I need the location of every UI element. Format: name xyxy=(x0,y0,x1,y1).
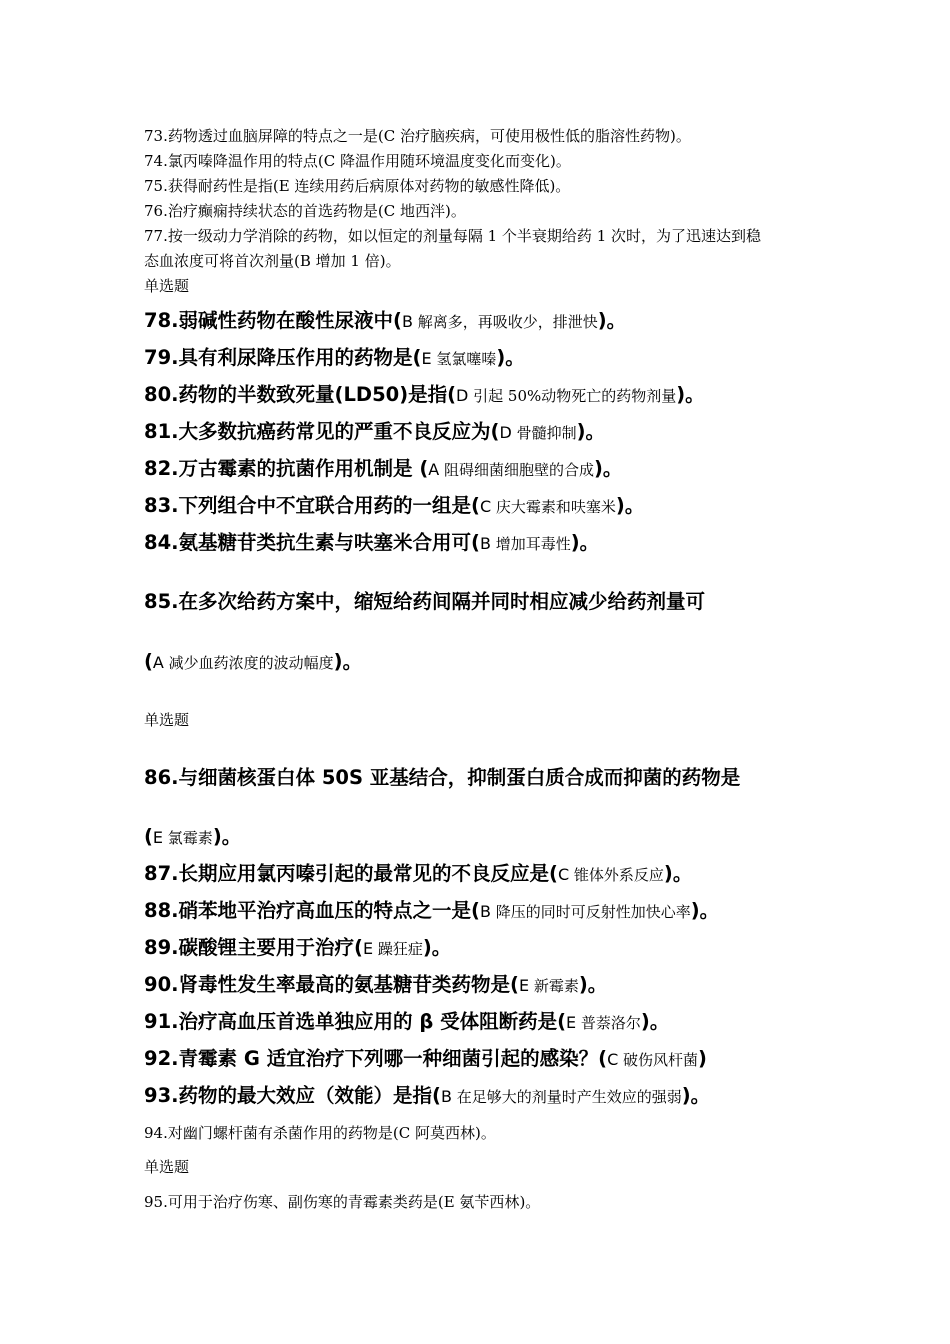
question-77: 77.按一级动力学消除的药物，如以恒定的剂量每隔 1 个半衰期给药 1 次时，为了迅速达到稳 xyxy=(144,227,762,245)
answer-91: 普萘洛尔 xyxy=(576,1014,641,1032)
question-74: 74.氯丙嗪降温作用的特点(C 降温作用随环境温度变化而变化)。 xyxy=(144,152,571,170)
question-88: 88.硝苯地平治疗高血压的特点之一是(B 降压的同时可反射性加快心率)。 xyxy=(144,899,720,922)
question-94: 94.对幽门螺杆菌有杀菌作用的药物是(C 阿莫西林)。 xyxy=(144,1124,496,1142)
question-79: 79.具有利尿降压作用的药物是(E 氢氯噻嗪)。 xyxy=(144,346,525,369)
question-83: 83.下列组合中不宜联合用药的一组是(C 庆大霉素和呋塞米)。 xyxy=(144,494,645,517)
answer-80: 引起 50%动物死亡的药物剂量 xyxy=(468,387,677,405)
question-91: 91.治疗高血压首选单独应用的 β 受体阻断药是(E 普萘洛尔)。 xyxy=(144,1010,670,1033)
answer-83: 庆大霉素和呋塞米 xyxy=(491,498,616,516)
question-73: 73.药物透过血脑屏障的特点之一是(C 治疗脑疾病，可使用极性低的脂溶性药物)。 xyxy=(144,127,691,145)
question-82: 82.万古霉素的抗菌作用机制是 (A 阻碍细菌细胞壁的合成)。 xyxy=(144,457,623,480)
answer-88: 降压的同时可反射性加快心率 xyxy=(490,903,691,921)
answer-84: 增加耳毒性 xyxy=(490,535,571,553)
answer-74: C 降温作用随环境温度变化而变化 xyxy=(323,152,550,170)
question-76: 76.治疗癫痫持续状态的首选药物是(C 地西泮)。 xyxy=(144,202,466,220)
section-label: 单选题 xyxy=(144,1158,190,1176)
section-label: 单选题 xyxy=(144,711,190,729)
question-92: 92.青霉素 G 适宜治疗下列哪一种细菌引起的感染？(C 破伤风杆菌) xyxy=(144,1047,707,1070)
answer-73: C 治疗脑疾病，可使用极性低的脂溶性药物 xyxy=(383,127,670,145)
question-85-answer: (A 减少血药浓度的波动幅度)。 xyxy=(144,650,363,673)
answer-77: B 增加 1 倍 xyxy=(299,252,380,270)
question-86-answer: (E 氯霉素)。 xyxy=(144,825,242,848)
answer-76: C 地西泮 xyxy=(383,202,445,220)
question-90: 90.肾毒性发生率最高的氨基糖苷类药物是(E 新霉素)。 xyxy=(144,973,608,996)
question-75: 75.获得耐药性是指(E 连续用药后病原体对药物的敏感性降低)。 xyxy=(144,177,571,195)
answer-86: 氯霉素 xyxy=(163,829,213,847)
question-86: 86.与细菌核蛋白体 50S 亚基结合，抑制蛋白质合成而抑菌的药物是 xyxy=(144,766,741,789)
question-81: 81.大多数抗癌药常见的严重不良反应为(D 骨髓抑制)。 xyxy=(144,420,605,443)
answer-95: E 氨苄西林 xyxy=(443,1193,520,1211)
section-label: 单选题 xyxy=(144,277,190,295)
answer-94: C 阿莫西林 xyxy=(398,1124,475,1142)
answer-92: 破伤风杆菌 xyxy=(618,1051,699,1069)
question-87: 87.长期应用氯丙嗪引起的最常见的不良反应是(C 锥体外系反应)。 xyxy=(144,862,693,885)
question-85: 85.在多次给药方案中，缩短给药间隔并同时相应减少给药剂量可 xyxy=(144,590,706,613)
answer-81: 骨髓抑制 xyxy=(511,424,577,442)
answer-82: 阻碍细菌细胞壁的合成 xyxy=(439,461,594,479)
answer-79: 氢氯噻嗪 xyxy=(431,350,497,368)
answer-89: 躁狂症 xyxy=(373,940,423,958)
question-93: 93.药物的最大效应（效能）是指(B 在足够大的剂量时产生效应的强弱)。 xyxy=(144,1084,711,1107)
answer-93: 在足够大的剂量时产生效应的强弱 xyxy=(451,1088,682,1106)
answer-75: E 连续用药后病原体对药物的敏感性降低 xyxy=(278,177,550,195)
question-95: 95.可用于治疗伤寒、副伤寒的青霉素类药是(E 氨苄西林)。 xyxy=(144,1193,541,1211)
answer-85: 减少血药浓度的波动幅度 xyxy=(163,654,334,672)
question-84: 84.氨基糖苷类抗生素与呋塞米合用可(B 增加耳毒性)。 xyxy=(144,531,600,554)
answer-90: 新霉素 xyxy=(529,977,579,995)
answer-87: 锥体外系反应 xyxy=(569,866,664,884)
question-77-cont: 态血浓度可将首次剂量(B 增加 1 倍)。 xyxy=(144,252,401,270)
question-89: 89.碳酸锂主要用于治疗(E 躁狂症)。 xyxy=(144,936,452,959)
question-78: 78.弱碱性药物在酸性尿液中(B 解离多，再吸收少，排泄快)。 xyxy=(144,309,627,332)
answer-78: 解离多，再吸收少，排泄快 xyxy=(412,313,598,331)
question-80: 80.药物的半数致死量(LD50)是指(D 引起 50%动物死亡的药物剂量)。 xyxy=(144,383,705,406)
